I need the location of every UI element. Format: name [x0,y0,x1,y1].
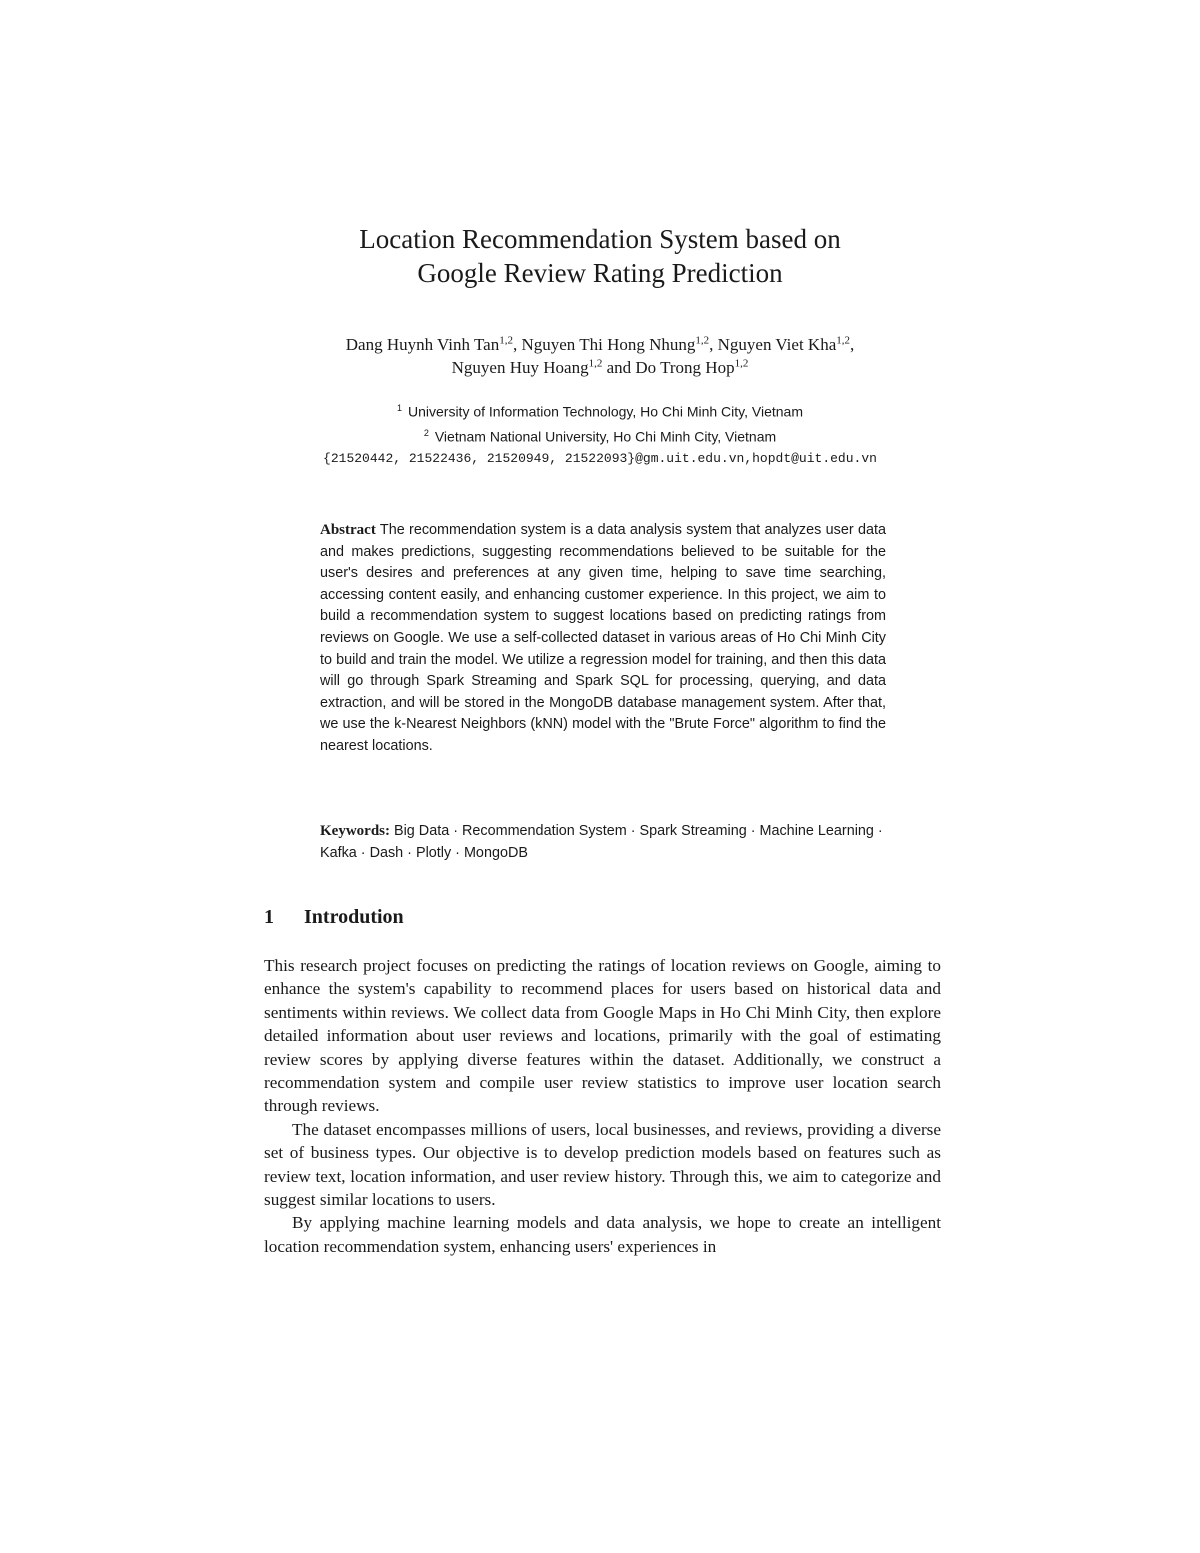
body-paragraph: The dataset encompasses millions of users, local businesses, and reviews, providing a diverse set of business types. Our objective is to develop prediction models based on features such as review text, location information, and user review history. Through this, we aim to categorize and suggest similar locations to users. [264,1119,941,1210]
author-affiliation-mark: 1,2 [836,334,850,347]
abstract-label: Abstract [320,522,376,538]
author-separator: , [709,335,718,354]
title-line-1: Location Recommendation System based on [359,224,841,254]
author-separator: , [512,335,522,354]
author-separator: , [850,335,855,354]
abstract-text: The recommendation system is a data analysis system that analyzes user data and makes predictions, suggesting recommendations believed to be suitable for the user's desires and preferences at any given time, helping to save time searching, accessing content easily, and enhancing customer experience. In this project, we aim to build a recommendation system to suggest locations based on predicting ratings from reviews on Google. We use a self-collected dataset in various areas of Ho Chi Minh City to build and train the model. We utilize a regression model for training, and then this data will go through Spark Streaming and Spark SQL for processing, querying, and data extraction, and will be stored in the MongoDB database management system. After that, we use the k-Nearest Neighbors (kNN) model with the "Brute Force" algorithm to find the nearest locations. [320,522,886,754]
author-separator: and [602,358,636,377]
affiliation-mark: 2 [423,428,429,439]
affiliation-2 [0,423,1200,448]
title-line-2: Google Review Rating Prediction [417,258,783,288]
affiliation-text: Vietnam National University, Ho Chi Minh City, Vietnam [434,428,777,445]
keywords-text: Big Data · Recommendation System · Spark Streaming · Machine Learning · Kafka · Dash · Plotly · MongoDB [320,823,883,861]
section-number: 1 [264,906,274,928]
affiliation-text: University of Information Technology, Ho Chi Minh City, Vietnam [407,403,804,420]
author-list [0,333,1200,379]
author-affiliation-mark: 1,2 [588,357,603,370]
body-paragraph: By applying machine learning models and data analysis, we hope to create an intelligent location recommendation system, enhancing users' experiences in [264,1213,941,1256]
author-name: Do Trong Hop [635,358,735,377]
author-name: Nguyen Viet Kha [717,335,837,354]
body-paragraph: This research project focuses on predicting the ratings of location reviews on Google, aiming to enhance the system's capability to recommend places for users based on historical data and sentiments within reviews. We collect data from Google Maps in Ho Chi Minh City, then explore detailed information about user reviews and locations, primarily with the goal of estimating review scores by applying diverse features within the dataset. Additionally, we construct a recommendation system and compile user review statistics to improve user location search through reviews. [264,956,941,1116]
author-name: Dang Huynh Vinh Tan [345,335,500,354]
author-affiliation-mark: 1,2 [499,334,513,347]
paper-title [0,222,1200,290]
section-heading [264,903,404,931]
affiliations [0,398,1200,470]
keywords-label: Keywords: [320,823,390,839]
author-line-2 [0,356,1200,379]
affiliation-1 [0,398,1200,423]
keywords [320,821,886,864]
section-title: Introdution [304,906,404,928]
author-name: Nguyen Thi Hong Nhung [521,335,696,354]
author-name: Nguyen Huy Hoang [451,358,589,377]
author-affiliation-mark: 1,2 [695,334,710,347]
affiliation-mark: 1 [396,403,402,413]
author-emails: {21520442, 21522436, 21520949, 21522093}@gm.uit.edu.vn,hopdt@uit.edu.vn [323,451,877,467]
author-affiliation-mark: 1,2 [734,357,749,370]
section-body [264,954,941,1258]
author-line-1 [0,333,1200,356]
abstract [320,520,886,758]
